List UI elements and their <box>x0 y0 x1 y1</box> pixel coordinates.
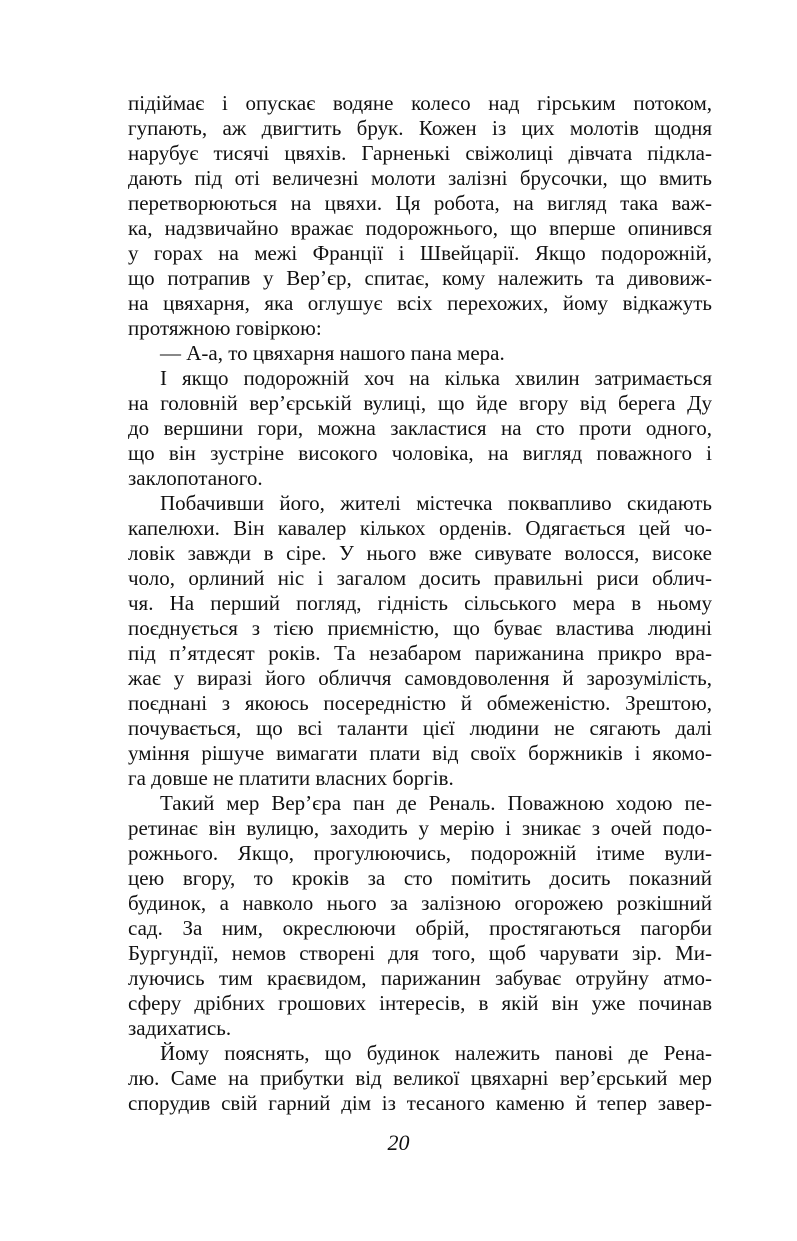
text-line: нарубує тисячі цвяхів. Гарненькі свіжолиці дівчата підкла- <box>128 141 712 165</box>
text-line: Бургундії, немов створені для того, щоб чарувати зір. Ми- <box>128 941 712 965</box>
text-line: до вершини гори, можна закластися на сто проти одного, <box>128 416 712 440</box>
text-line: га довше не платити власних боргів. <box>128 766 454 790</box>
text-line: капелюхи. Він кавалер кількох орденів. Одягається цей чо- <box>128 516 712 540</box>
page-number: 20 <box>387 1130 410 1155</box>
text-line: цею вгору, то кроків за сто помітить досить показний <box>128 866 712 890</box>
text-line: протяжною говіркою: <box>128 316 322 340</box>
text-line: заклопотаного. <box>128 466 263 490</box>
text-line: чя. На перший погляд, гідність сільського мера в ньому <box>128 591 712 615</box>
text-line: дають під оті величезні молоти залізні брусочки, що вмить <box>128 166 712 190</box>
text-line: що він зустріне високого чоловіка, на вигляд поважного і <box>128 441 712 465</box>
text-line: спорудив свій гарний дім із тесаного каменю й тепер завер- <box>128 1091 712 1115</box>
text-line: Побачивши його, жителі містечка поквапливо скидають <box>160 491 712 515</box>
text-line: ловік завжди в сіре. У нього вже сивувате волосся, високе <box>128 541 712 565</box>
text-line: поєднані з якоюсь посередністю й обмеженістю. Зрештою, <box>128 691 712 715</box>
text-line: на цвяхарня, яка оглушує всіх перехожих, йому відкажуть <box>128 291 712 315</box>
text-line: задихатись. <box>128 1016 232 1040</box>
text-line: луючись тим краєвидом, парижанин забуває отруйну атмо- <box>128 966 712 990</box>
text-line: жає у виразі його обличчя самовдоволення й зарозумілість, <box>128 666 712 690</box>
text-line: чоло, орлиний ніс і загалом досить правильні риси облич- <box>128 566 712 590</box>
text-line: будинок, а навколо нього за залізною огорожею розкішний <box>128 891 712 915</box>
text-line: почувається, що всі таланти цієї людини не сягають далі <box>128 716 712 740</box>
text-line: підіймає і опускає водяне колесо над гірським потоком, <box>128 91 712 115</box>
text-line: — А-а, то цвяхарня нашого пана мера. <box>160 341 505 365</box>
text-line: на головній вер’єрській вулиці, що йде вгору від берега Ду <box>128 391 712 415</box>
text-line: у горах на межі Франції і Швейцарії. Якщо подорожній, <box>128 241 712 265</box>
text-line: уміння рішуче вимагати плати від своїх боржників і якомо- <box>128 741 712 765</box>
text-line: Такий мер Вер’єра пан де Реналь. Поважною ходою пе- <box>160 791 712 815</box>
text-line: сад. За ним, окреслюючи обрій, простягаються пагорби <box>128 916 712 940</box>
text-line: під п’ятдесят років. Та незабаром парижанина прикро вра- <box>128 641 712 665</box>
text-line: що потрапив у Вер’єр, спитає, кому належить та дивовиж- <box>128 266 712 290</box>
text-line: лю. Саме на прибутки від великої цвяхарні вер’єрський мер <box>128 1066 712 1090</box>
text-line: рожнього. Якщо, прогулюючись, подорожній ітиме вули- <box>128 841 712 865</box>
text-line: поєднується з тією приємністю, що буває властива людині <box>128 616 712 640</box>
text-line: сферу дрібних грошових інтересів, в якій він уже починав <box>128 991 712 1015</box>
text-line: Йому пояснять, що будинок належить панові де Рена- <box>160 1041 712 1065</box>
text-line: І якщо подорожній хоч на кілька хвилин затримається <box>160 366 712 390</box>
text-line: перетворюються на цвяхи. Ця робота, на вигляд така важ- <box>128 191 712 215</box>
page-body-text <box>128 91 712 1116</box>
text-line: ретинає він вулицю, заходить у мерію і зникає з очей подо- <box>128 816 712 840</box>
text-line: гупають, аж двигтить брук. Кожен із цих молотів щодня <box>128 116 712 140</box>
text-line: ка, надзвичайно вражає подорожнього, що вперше опинився <box>128 216 712 240</box>
